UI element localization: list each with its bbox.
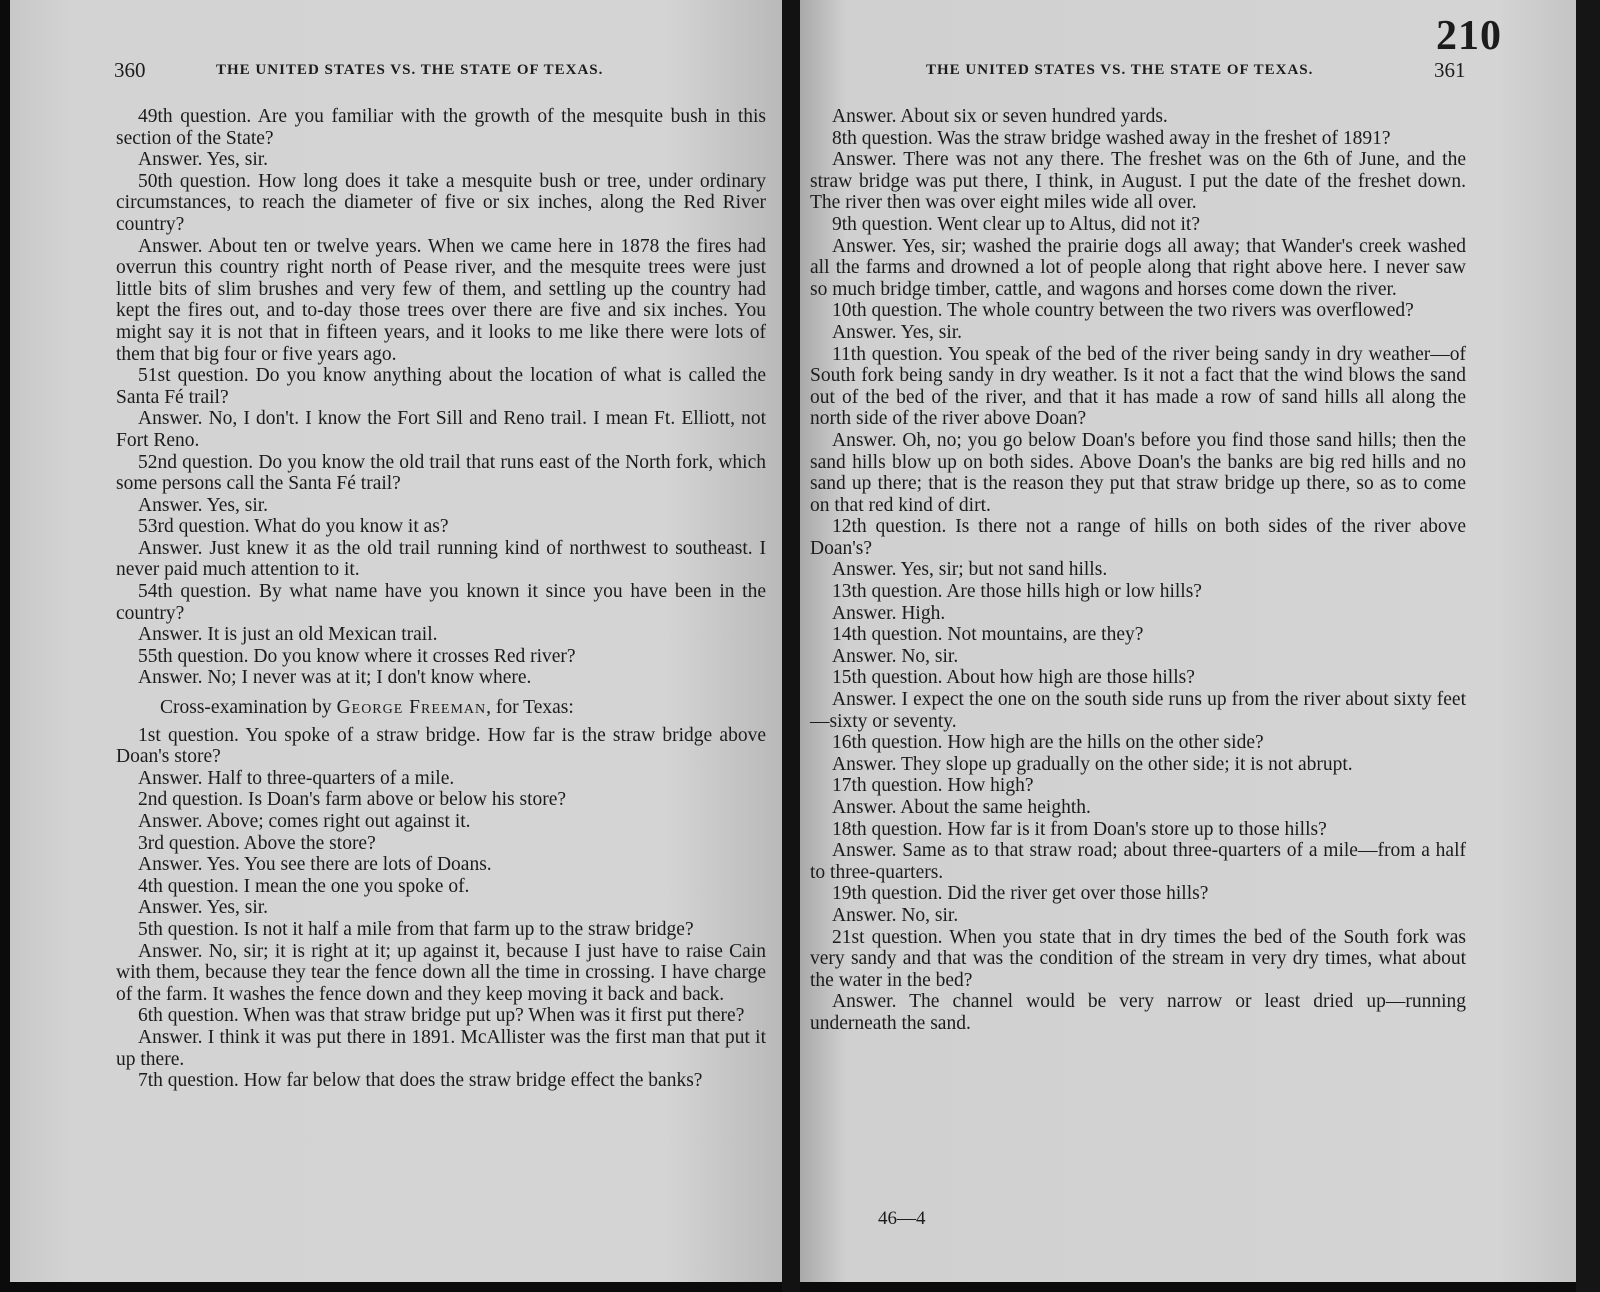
question-paragraph: 53rd question. What do you know it as? bbox=[138, 516, 449, 538]
answer-paragraph: Answer. About the same heighth. bbox=[832, 797, 1091, 818]
question-paragraph: 12th question. Is there not a range of hills on both sides of the river above Doan's? bbox=[810, 516, 1466, 559]
answer-paragraph: Answer. Half to three-quarters of a mile. bbox=[138, 767, 455, 789]
question-paragraph: 3rd question. Above the store? bbox=[138, 832, 376, 854]
left-page-number: 360 bbox=[114, 58, 146, 82]
answer-paragraph: Answer. There was not any there. The freshet was on the 6th of June, and the straw bridge was put there, I think, in August. I put the date of the freshet down. The river then was over eight miles wide all over. bbox=[810, 149, 1466, 214]
question-paragraph: 13th question. Are those hills high or low hills? bbox=[832, 581, 1202, 603]
question-paragraph: 7th question. How far below that does the straw bridge effect the banks? bbox=[138, 1070, 703, 1092]
answer-paragraph: Answer. About ten or twelve years. When we came here in 1878 the fires had overrun this country right north of Pease river, and the mesquite trees were just little bits of slim brushes and very few of them, and settling up the country had kept the fires out, and to-day those trees over there are five and six inches. You might say it is not that in fifteen years, and it looks to me like there were lots of them that big four or five years ago. bbox=[116, 235, 766, 365]
question-paragraph: 50th question. How long does it take a mesquite bush or tree, under ordinary circumstances, to reach the diameter of five or six inches, along the Red River country? bbox=[116, 170, 766, 235]
left-running-header: THE UNITED STATES VS. THE STATE OF TEXAS. bbox=[216, 62, 604, 78]
signature-mark: 46—4 bbox=[878, 1208, 926, 1229]
question-paragraph: 10th question. The whole country between the two rivers was overflowed? bbox=[832, 300, 1414, 322]
answer-paragraph: Answer. Oh, no; you go below Doan's before you find those sand hills; then the sand hills blow up on both sides. Above Doan's the banks are big red hills and no sand up there; that is the reason they put that straw bridge up there, so as to come on that red kind of dirt. bbox=[810, 429, 1466, 516]
answer-paragraph: Answer. The channel would be very narrow or least dried up—running underneath the sand. bbox=[810, 991, 1466, 1034]
left-page bbox=[10, 0, 782, 1282]
question-paragraph: 54th question. By what name have you known it since you have been in the country? bbox=[116, 581, 766, 624]
answer-paragraph: Answer. No; I never was at it; I don't know where. bbox=[138, 667, 532, 689]
question-paragraph: 1st question. You spoke of a straw bridge. How far is the straw bridge above Doan's store? bbox=[116, 724, 766, 768]
question-paragraph: 52nd question. Do you know the old trail that runs east of the North fork, which some persons call the Santa Fé trail? bbox=[116, 451, 766, 495]
right-page-number: 361 bbox=[1434, 58, 1466, 82]
question-paragraph: 4th question. I mean the one you spoke of. bbox=[138, 875, 470, 897]
heading-prefix: Cross-examination by bbox=[160, 697, 337, 719]
question-paragraph: 15th question. About how high are those hills? bbox=[832, 667, 1195, 689]
left-paragraphs-cross bbox=[116, 725, 766, 1092]
question-paragraph: 11th question. You speak of the bed of the river being sandy in dry weather—of South fork being sandy in dry weather. Is it not a fact that the wind blows the sand out of the bed of the river, and that it has made a row of sand hills all along the north side of the river above Doan? bbox=[810, 343, 1466, 430]
answer-paragraph: Answer. No, I don't. I know the Fort Sill and Reno trail. I mean Ft. Elliott, not Fort Reno. bbox=[116, 408, 766, 451]
answer-paragraph: Answer. Yes. You see there are lots of Doans. bbox=[138, 854, 492, 876]
answer-paragraph: Answer. No, sir; it is right at it; up against it, because I just have to raise Cain with them, because they tear the fence down all the time in crossing. I have charge of the farm. It washes the fence down and they keep moving it back and back. bbox=[116, 940, 766, 1005]
question-paragraph: 16th question. How high are the hills on the other side? bbox=[832, 732, 1264, 754]
question-paragraph: 5th question. Is not it half a mile from that farm up to the straw bridge? bbox=[138, 918, 694, 940]
answer-paragraph: Answer. Yes, sir; washed the prairie dogs all away; that Wander's creek washed all the farms and drowned a lot of people along that right above here. I never saw so much bridge timber, cattle, and wagons and horses come down the river. bbox=[810, 235, 1466, 300]
answer-paragraph: Answer. High. bbox=[832, 602, 946, 624]
question-paragraph: 51st question. Do you know anything about the location of what is called the Santa Fé trail? bbox=[116, 365, 766, 408]
question-paragraph: 6th question. When was that straw bridge put up? When was it first put there? bbox=[138, 1005, 745, 1027]
left-page-body bbox=[116, 106, 766, 1092]
heading-suffix: , for Texas: bbox=[486, 697, 574, 719]
question-paragraph: 14th question. Not mountains, are they? bbox=[832, 624, 1144, 646]
answer-paragraph: Answer. Yes, sir. bbox=[138, 494, 269, 516]
question-paragraph: 18th question. How far is it from Doan's store up to those hills? bbox=[832, 818, 1327, 840]
answer-paragraph: Answer. About six or seven hundred yards. bbox=[832, 106, 1168, 127]
answer-paragraph: Answer. Just knew it as the old trail running kind of northwest to southeast. I never paid much attention to it. bbox=[116, 537, 766, 581]
answer-paragraph: Answer. Yes, sir; but not sand hills. bbox=[832, 559, 1108, 581]
question-paragraph: 17th question. How high? bbox=[832, 775, 1034, 797]
question-paragraph: 21st question. When you state that in dry times the bed of the South fork was very sandy and that was the condition of the stream in very dry times, what about the water in the bed? bbox=[810, 926, 1466, 991]
answer-paragraph: Answer. No, sir. bbox=[832, 645, 959, 667]
answer-paragraph: Answer. Yes, sir. bbox=[138, 897, 269, 919]
right-page-body bbox=[810, 106, 1466, 1035]
answer-paragraph: Answer. I think it was put there in 1891. McAllister was the first man that put it up there. bbox=[116, 1026, 766, 1070]
book-gutter bbox=[782, 0, 800, 1292]
answer-paragraph: Answer. It is just an old Mexican trail. bbox=[138, 624, 438, 646]
right-running-header: THE UNITED STATES VS. THE STATE OF TEXAS. bbox=[926, 62, 1314, 78]
cross-examination-heading bbox=[116, 697, 766, 719]
right-paragraphs bbox=[810, 106, 1466, 1035]
left-paragraphs bbox=[116, 106, 766, 689]
question-paragraph: 49th question. Are you familiar with the growth of the mesquite bush in this section of the State? bbox=[116, 106, 766, 149]
question-paragraph: 2nd question. Is Doan's farm above or below his store? bbox=[138, 789, 567, 811]
answer-paragraph: Answer. Same as to that straw road; about three-quarters of a mile—from a half to three-quarters. bbox=[810, 840, 1466, 883]
answer-paragraph: Answer. No, sir. bbox=[832, 904, 959, 926]
answer-paragraph: Answer. Yes, sir. bbox=[138, 149, 269, 171]
examiner-name: George Freeman bbox=[336, 697, 487, 719]
answer-paragraph: Answer. Yes, sir. bbox=[832, 321, 963, 343]
question-paragraph: 55th question. Do you know where it crosses Red river? bbox=[138, 645, 576, 667]
answer-paragraph: Answer. They slope up gradually on the other side; it is not abrupt. bbox=[832, 753, 1353, 775]
question-paragraph: 8th question. Was the straw bridge washed away in the freshet of 1891? bbox=[832, 127, 1391, 149]
page-stamp-number: 210 bbox=[1436, 13, 1502, 59]
book-edge bbox=[1576, 0, 1600, 1292]
question-paragraph: 19th question. Did the river get over those hills? bbox=[832, 883, 1209, 905]
right-page bbox=[800, 0, 1576, 1282]
answer-paragraph: Answer. I expect the one on the south side runs up from the river about sixty feet—sixty or seventy. bbox=[810, 689, 1466, 732]
question-paragraph: 9th question. Went clear up to Altus, did not it? bbox=[832, 213, 1200, 235]
answer-paragraph: Answer. Above; comes right out against it. bbox=[138, 811, 471, 832]
